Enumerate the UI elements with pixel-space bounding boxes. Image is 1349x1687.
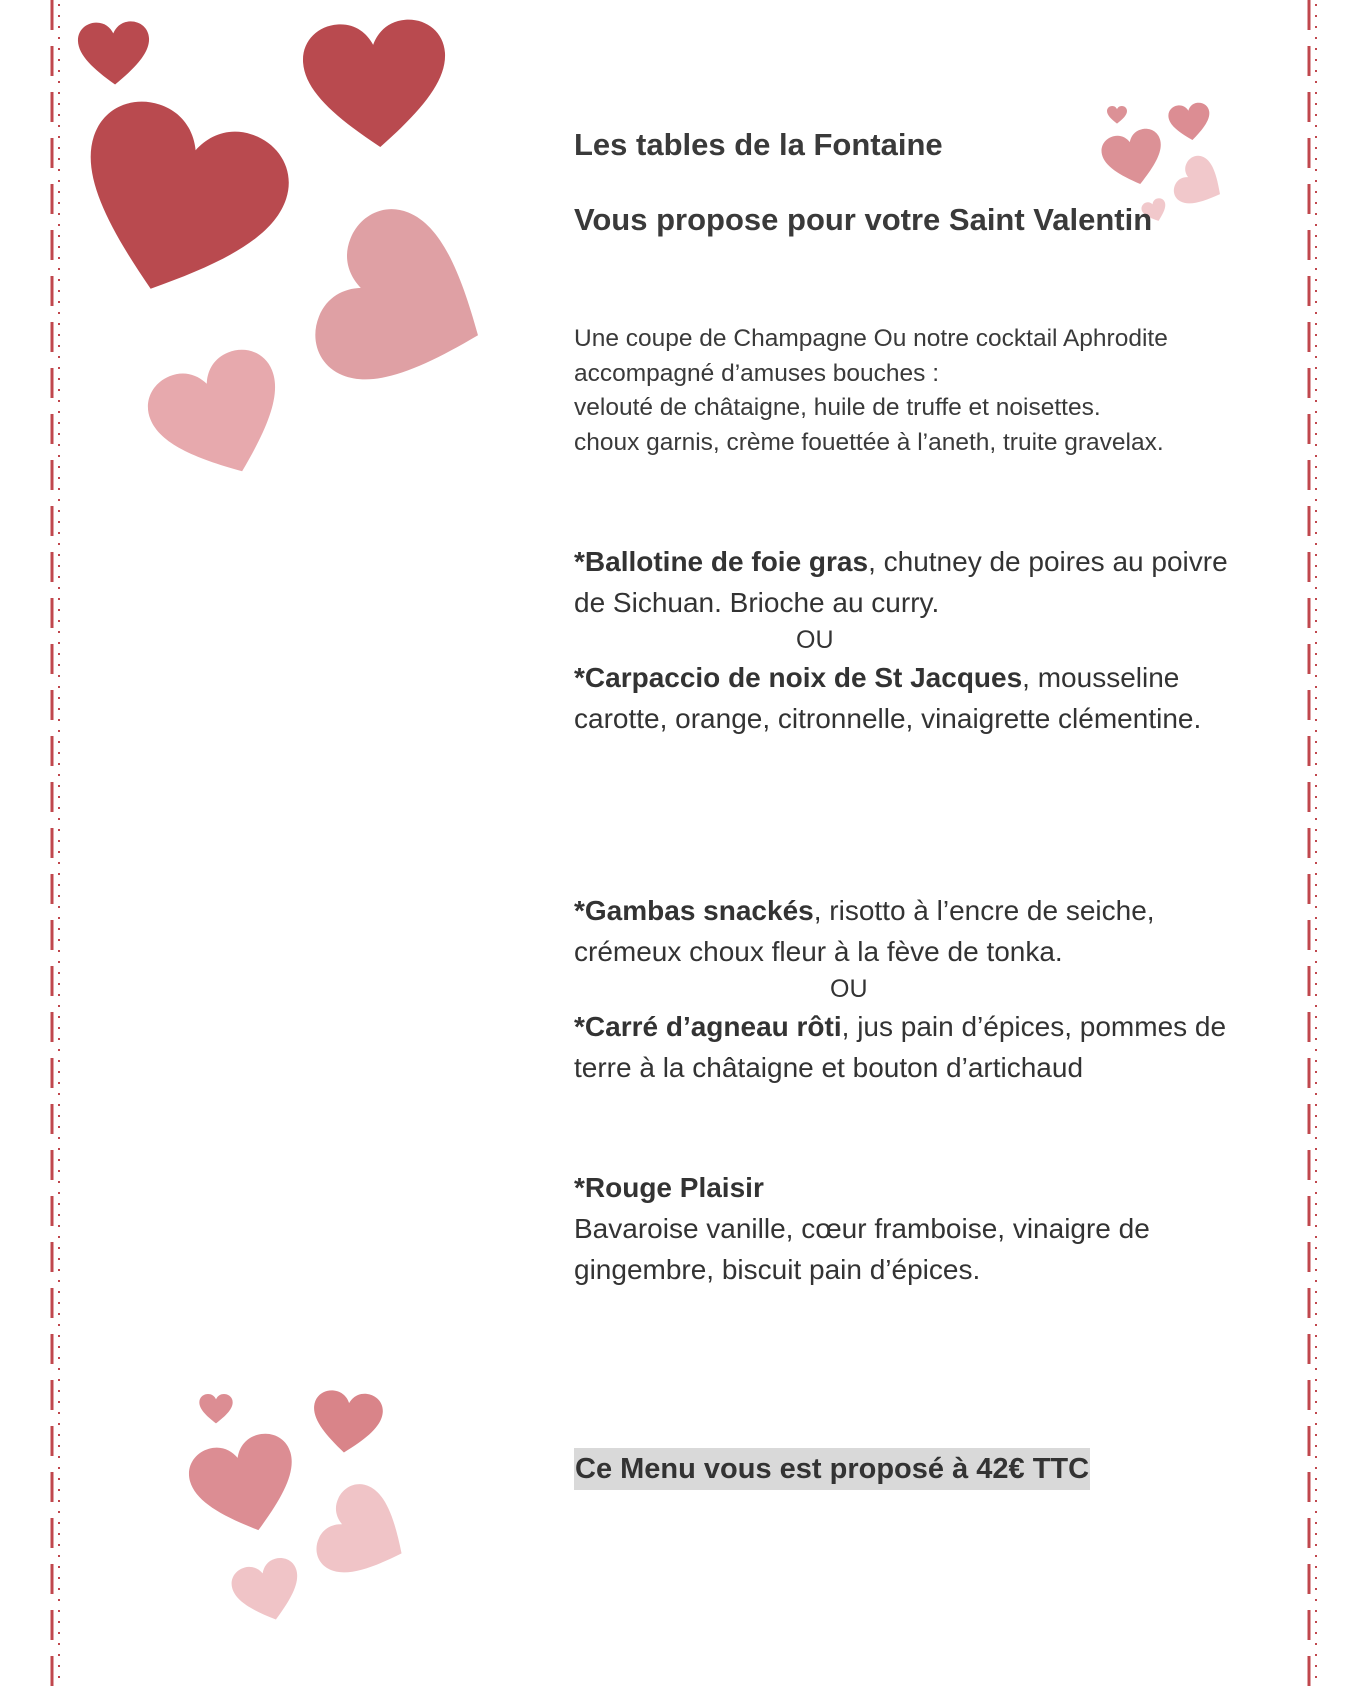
intro-line: velouté de châtaigne, huile de truffe et noisettes.	[574, 394, 1101, 421]
heart-icon	[133, 338, 309, 501]
heart-icon	[1096, 125, 1171, 193]
starter-option-2	[574, 657, 1254, 739]
dessert-description: Bavaroise vanille, cœur framboise, vinaigre de gingembre, biscuit pain d’épices.	[574, 1213, 1150, 1285]
heart-icon	[1168, 151, 1234, 218]
dish-description: , jus pain d’épices, pommes de terre à la châtaigne et bouton d’artichaud	[574, 1011, 1227, 1083]
dashed-border-right	[1305, 0, 1319, 1687]
heart-icon	[225, 1553, 311, 1631]
heart-icon	[307, 1388, 387, 1457]
or-separator: OU	[830, 975, 868, 1003]
menu-subtitle: Vous propose pour votre Saint Valentin	[574, 202, 1153, 237]
dish-description: , mousseline carotte, orange, citronnelle, vinaigrette clémentine.	[574, 662, 1202, 734]
dish-name: *Carré d’agneau rôti	[574, 1011, 842, 1042]
starter-option-1	[574, 541, 1254, 623]
heart-icon	[75, 21, 153, 88]
intro-line: choux garnis, crème fouettée à l’aneth, truite gravelax.	[574, 428, 1164, 456]
intro-line: Une coupe de Champagne Ou notre cocktail Aphrodite	[574, 325, 1168, 352]
heart-icon	[301, 194, 515, 420]
heart-icon	[47, 86, 308, 326]
intro-block	[574, 322, 1254, 460]
dish-name: *Carpaccio de noix de St Jacques	[574, 662, 1023, 693]
dish-name: *Rouge Plaisir	[574, 1172, 764, 1203]
heart-icon	[198, 1394, 234, 1424]
heart-icon	[308, 1476, 424, 1596]
dish-name: *Ballotine de foie gras	[574, 546, 869, 577]
dish-description: , chutney de poires au poivre de Sichuan. Brioche au curry.	[574, 546, 1228, 618]
or-separator: OU	[796, 626, 834, 654]
dessert-name	[574, 1167, 1254, 1208]
heart-icon	[1106, 106, 1128, 124]
dish-name: *Gambas snackés	[574, 895, 814, 926]
heart-icon	[296, 17, 457, 155]
starters-section	[574, 541, 1254, 739]
price-line: Ce Menu vous est proposé à 42€ TTC	[574, 1448, 1090, 1490]
restaurant-name: Les tables de la Fontaine	[574, 127, 943, 162]
dish-description: , risotto à l’encre de seiche, crémeux choux fleur à la fève de tonka.	[574, 895, 1155, 967]
intro-line: accompagné d’amuses bouches :	[574, 359, 939, 387]
main-option-2	[574, 1006, 1254, 1088]
heart-icon	[179, 1426, 313, 1547]
main-option-1	[574, 890, 1254, 972]
mains-section	[574, 890, 1254, 1088]
dessert-section	[574, 1167, 1254, 1290]
heart-icon	[1166, 101, 1215, 144]
